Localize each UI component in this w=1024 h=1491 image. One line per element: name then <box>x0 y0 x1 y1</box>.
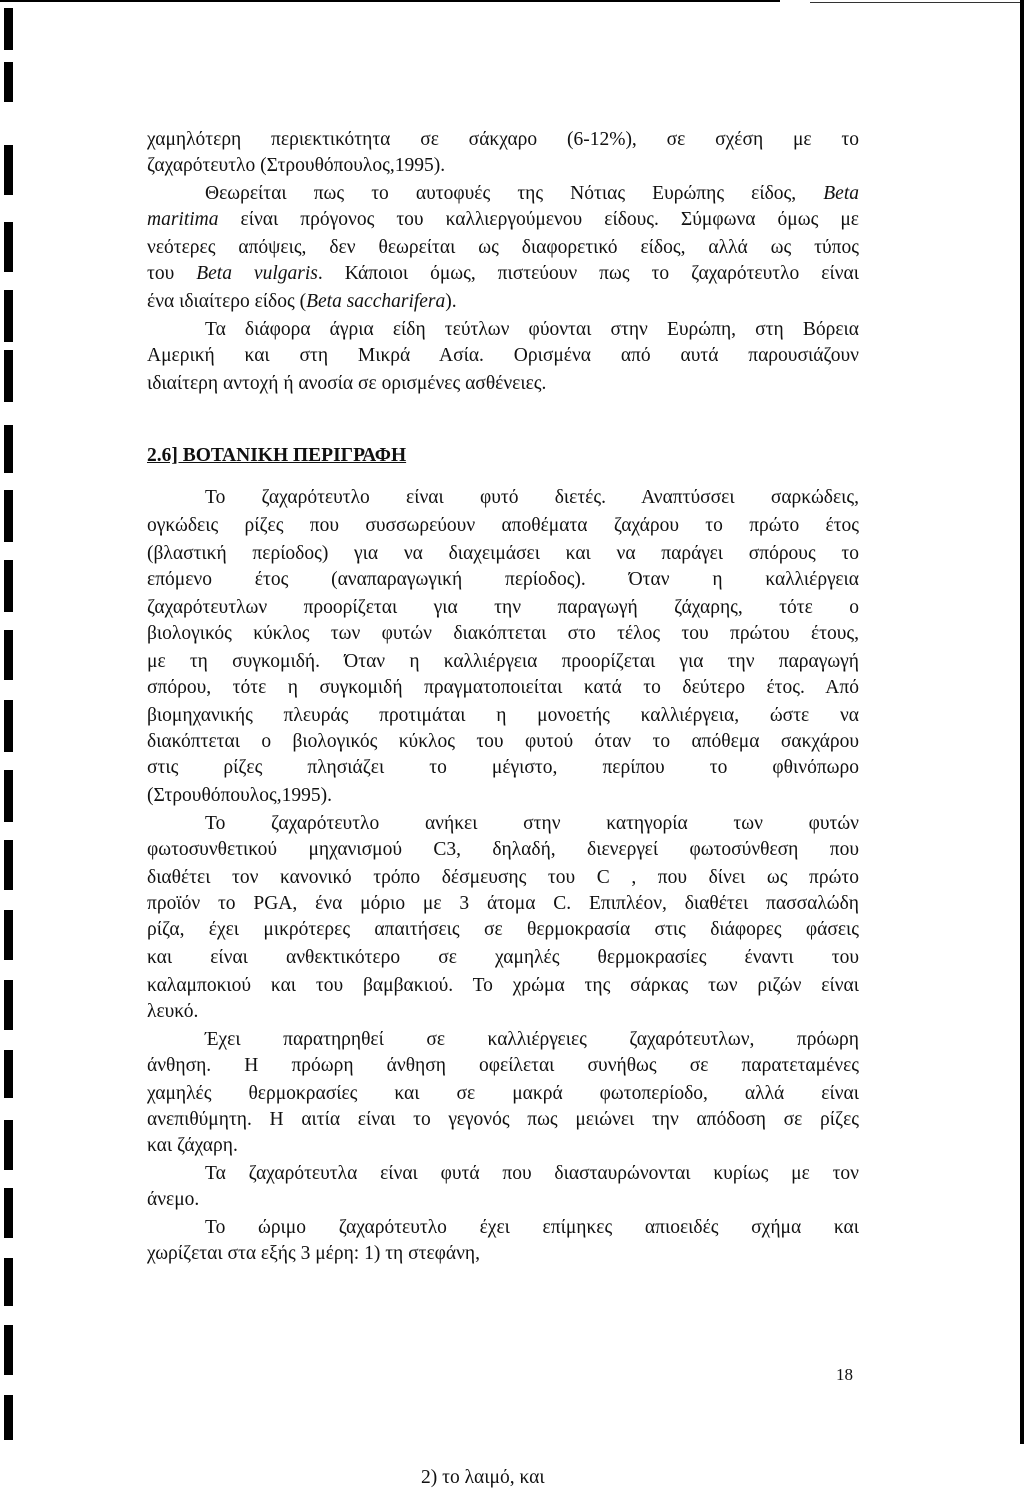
text-line <box>147 235 859 261</box>
text-run: ογκώδεις ρίζες που συσσωρεύουν αποθέματα ζαχάρου το πρώτο έτος <box>147 515 859 536</box>
binding-hole <box>4 840 13 890</box>
text-line <box>147 811 859 837</box>
text-run: άνθηση. Η πρόωρη άνθηση οφείλεται συνήθως σε παρατεταμένες <box>147 1055 859 1076</box>
text-run: του <box>147 263 197 284</box>
text-line <box>147 153 859 179</box>
binding-holes-strip <box>0 0 16 1444</box>
text-run: διακόπτεται ο βιολογικός κύκλος του φυτού όταν το απόθεμα σακχάρου <box>147 731 859 752</box>
text-run: είναι πρόγονος του καλλιεργούμενου είδους. Σύμφωνα όμως με <box>218 209 859 230</box>
text-line <box>147 595 859 621</box>
text-run: ένα ιδιαίτερο είδος ( <box>147 291 307 312</box>
text-run: Το ώριμο ζαχαρότευτλο έχει επίμηκες απιοειδές σχήμα και <box>205 1217 859 1238</box>
text-line <box>147 755 859 781</box>
text-line <box>147 485 859 511</box>
text-run: βιομηχανικής πλευράς προτιμάται η μονοετής καλλιέργεια, ώστε να <box>147 705 859 726</box>
binding-hole <box>4 560 13 612</box>
text-run: . Κάποιοι όμως, πιστεύουν πως το ζαχαρότευτλο είναι <box>317 263 859 284</box>
text-line <box>147 1107 859 1133</box>
text-run: Το ζαχαρότευτλο ανήκει στην κατηγορία των φυτών <box>205 813 859 834</box>
scan-right-edge <box>1020 0 1024 1444</box>
text-run: ανεπιθύμητη. Η αιτία είναι το γεγονός πως μειώνει την απόδοση σε ρίζες <box>147 1109 859 1130</box>
text-line <box>147 207 859 233</box>
italic-term: Beta saccharifera <box>306 291 446 312</box>
binding-hole <box>4 700 13 752</box>
italic-term: Beta vulgaris <box>196 263 318 284</box>
text-run: φωτοσυνθετικού μηχανισμού C3, δηλαδή, διενεργεί φωτοσύνθεση που <box>147 839 859 860</box>
text-run: χωρίζεται στα εξής 3 μέρη: 1) τη στεφάνη, <box>147 1243 481 1264</box>
text-line <box>147 891 859 917</box>
text-run: καλαμποκιού και του βαμβακιού. Το χρώμα της σάρκας των ριζών είναι <box>147 975 859 996</box>
text-run: Έχει παρατηρηθεί σε καλλιέργειες ζαχαρότευτλων, πρόωρη <box>205 1029 859 1050</box>
text-line <box>147 1215 859 1241</box>
text-line <box>147 127 859 153</box>
italic-term: maritima <box>147 209 219 230</box>
text-line <box>147 567 859 593</box>
text-line <box>147 621 859 647</box>
text-line <box>147 261 859 287</box>
binding-hole <box>4 1188 13 1238</box>
text-line <box>147 1053 859 1079</box>
text-run: βιολογικός κύκλος των φυτών διακόπτεται στο τέλος του πρώτου έτους, <box>147 623 859 644</box>
text-run: ιδιαίτερη αντοχή ή ανοσία σε ορισμένες ασθένειες. <box>147 373 547 394</box>
text-run: Θεωρείται πως το αυτοφυές της Νότιας Ευρώπης είδος, <box>205 183 824 204</box>
text-run: ρίζα, έχει μικρότερες απαιτήσεις σε θερμοκρασία στις διάφορες φάσεις <box>147 919 859 940</box>
text-line <box>147 973 859 999</box>
text-line <box>147 1187 859 1213</box>
text-run: ). <box>445 291 457 312</box>
binding-hole <box>4 290 13 342</box>
binding-hole <box>4 1050 13 1098</box>
text-run: στις ρίζες πλησιάζει το μέγιστο, περίπου το φθινόπωρο <box>147 757 859 778</box>
text-run: προϊόν το PGA, ένα μόριο με 3 άτομα C. Επιπλέον, διαθέτει πασσαλώδη <box>147 893 859 914</box>
text-run: και ζάχαρη. <box>147 1135 238 1156</box>
italic-term: Beta <box>823 183 859 204</box>
binding-hole <box>4 222 13 272</box>
text-run: σπόρου, τότε η συγκομιδή πραγματοποιείται κατά το δεύτερο έτος. Από <box>147 677 859 698</box>
text-run: Τα διάφορα άγρια είδη τεύτλων φύονται στην Ευρώπη, στη Βόρεια <box>205 319 859 340</box>
text-line <box>147 945 859 971</box>
binding-hole <box>4 425 13 473</box>
binding-hole <box>4 1258 13 1306</box>
text-line <box>147 1161 859 1187</box>
text-line <box>147 1027 859 1053</box>
binding-hole <box>4 980 13 1030</box>
text-run: (βλαστική περίοδος) για να διαχειμάσει και να παράγει σπόρους το <box>147 543 859 564</box>
text-run: ζαχαρότευτλων προορίζεται για την παραγωγή ζάχαρης, τότε ο <box>147 597 859 618</box>
text-line <box>147 703 859 729</box>
text-line <box>147 1133 859 1159</box>
text-run: με τη συγκομιδή. Όταν η καλλιέργεια προορίζεται για την παραγωγή <box>147 651 859 672</box>
text-line <box>147 865 859 891</box>
binding-hole <box>4 1395 13 1440</box>
section-heading: 2.6] ΒΟΤΑΝΙΚΗ ΠΕΡΙΓΡΑΦΗ <box>147 445 407 466</box>
binding-hole <box>4 490 13 542</box>
scan-top-edge <box>0 0 780 2</box>
binding-hole <box>4 8 13 50</box>
binding-hole <box>4 630 13 680</box>
text-run: λευκό. <box>147 1001 199 1022</box>
binding-hole <box>4 1325 13 1375</box>
text-line <box>147 541 859 567</box>
binding-hole <box>4 770 13 822</box>
text-line <box>147 343 859 369</box>
list-item: 2) το λαιμό, και <box>421 1467 545 1488</box>
binding-hole <box>4 62 13 102</box>
text-line <box>147 783 859 809</box>
text-run: άνεμο. <box>147 1189 200 1210</box>
text-line <box>147 837 859 863</box>
text-line <box>147 513 859 539</box>
binding-hole <box>4 1120 13 1170</box>
text-run: διαθέτει τον κανονικό τρόπο δέσμευσης του C , που δίνει ως πρώτο <box>147 867 859 888</box>
text-line <box>147 181 859 207</box>
scan-top-rule <box>810 2 1024 3</box>
text-line <box>147 999 859 1025</box>
text-line <box>147 317 859 343</box>
text-run: και είναι ανθεκτικότερο σε χαμηλές θερμοκρασίες έναντι του <box>147 947 859 968</box>
text-line <box>147 675 859 701</box>
text-line <box>147 649 859 675</box>
page-number: 18 <box>836 1365 853 1384</box>
binding-hole <box>4 145 13 195</box>
binding-hole <box>4 350 13 402</box>
text-line <box>147 917 859 943</box>
text-run: Το ζαχαρότευτλο είναι φυτό διετές. Αναπτύσσει σαρκώδεις, <box>205 487 859 508</box>
text-run: Αμερική και στη Μικρά Ασία. Ορισμένα από αυτά παρουσιάζουν <box>147 345 859 366</box>
text-run: επόμενο έτος (αναπαραγωγική περίοδος). Όταν η καλλιέργεια <box>147 569 859 590</box>
text-line <box>147 729 859 755</box>
text-run: ζαχαρότευτλο (Στρουθόπουλος,1995). <box>147 155 446 176</box>
text-line <box>147 1081 859 1107</box>
text-line <box>147 289 859 315</box>
text-run: νεότερες απόψεις, δεν θεωρείται ως διαφορετικό είδος, αλλά ως τύπος <box>147 237 859 258</box>
text-line <box>147 1241 859 1267</box>
text-run: (Στρουθόπουλος,1995). <box>147 785 332 806</box>
text-run: χαμηλότερη περιεκτικότητα σε σάκχαρο (6-12%), σε σχέση με το <box>147 129 859 150</box>
text-run: χαμηλές θερμοκρασίες και σε μακρά φωτοπερίοδο, αλλά είναι <box>147 1083 859 1104</box>
text-line <box>147 371 859 397</box>
text-run: Τα ζαχαρότευτλα είναι φυτά που διασταυρώνονται κυρίως με τον <box>205 1163 859 1184</box>
binding-hole <box>4 910 13 960</box>
